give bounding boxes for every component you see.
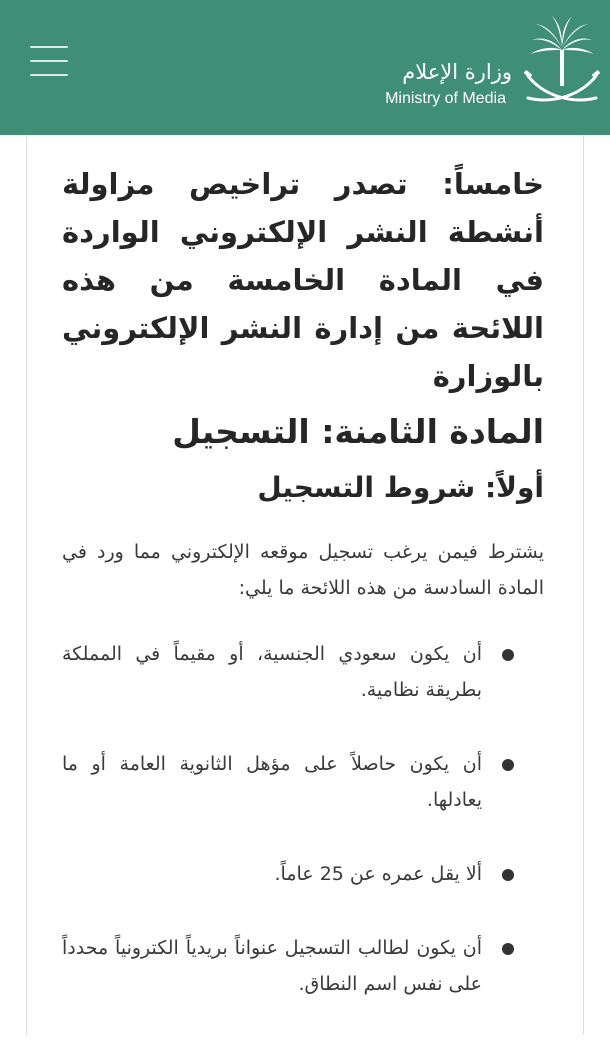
menu-line (30, 74, 68, 76)
site-header (0, 0, 610, 135)
article-title: المادة الثامنة: التسجيل (172, 412, 544, 451)
conditions-list (62, 636, 544, 1002)
bullet-icon (502, 759, 514, 771)
logo-arabic-text: وزارة الإعلام (402, 60, 512, 84)
menu-line (30, 60, 68, 62)
list-item (62, 930, 544, 1002)
hamburger-menu-icon[interactable] (30, 46, 68, 78)
logo-english-text: Ministry of Media (385, 90, 506, 107)
condition-text: أن يكون لطالب التسجيل عنواناً بريدياً الكترونياً محدداً على نفس اسم النطاق. (62, 937, 482, 995)
intro-paragraph: يشترط فيمن يرغب تسجيل موقعه الإلكتروني مما ورد في المادة السادسة من هذه اللائحة ما يلي: (62, 541, 544, 599)
list-item (62, 856, 544, 892)
condition-text: أن يكون حاصلاً على مؤهل الثانوية العامة أو ما يعادلها. (62, 753, 482, 811)
list-item (62, 746, 544, 818)
bullet-icon (502, 869, 514, 881)
list-item (62, 636, 544, 708)
bullet-icon (502, 943, 514, 955)
subsection-title: أولاً: شروط التسجيل (257, 471, 544, 504)
palm-and-swords-emblem-icon (520, 12, 604, 116)
condition-text: أن يكون سعودي الجنسية، أو مقيماً في المملكة بطريقة نظامية. (62, 643, 482, 701)
article-content (62, 160, 544, 1040)
bullet-icon (502, 649, 514, 661)
menu-line (30, 46, 68, 48)
section-heading: خامساً: تصدر تراخيص مزاولة أنشطة النشر الإلكتروني الواردة في المادة الخامسة من هذه اللائحة من إدارة النشر الإلكتروني بالوزارة (62, 167, 544, 393)
ministry-logo[interactable] (340, 0, 610, 135)
condition-text: ألا يقل عمره عن 25 عاماً. (274, 863, 482, 885)
